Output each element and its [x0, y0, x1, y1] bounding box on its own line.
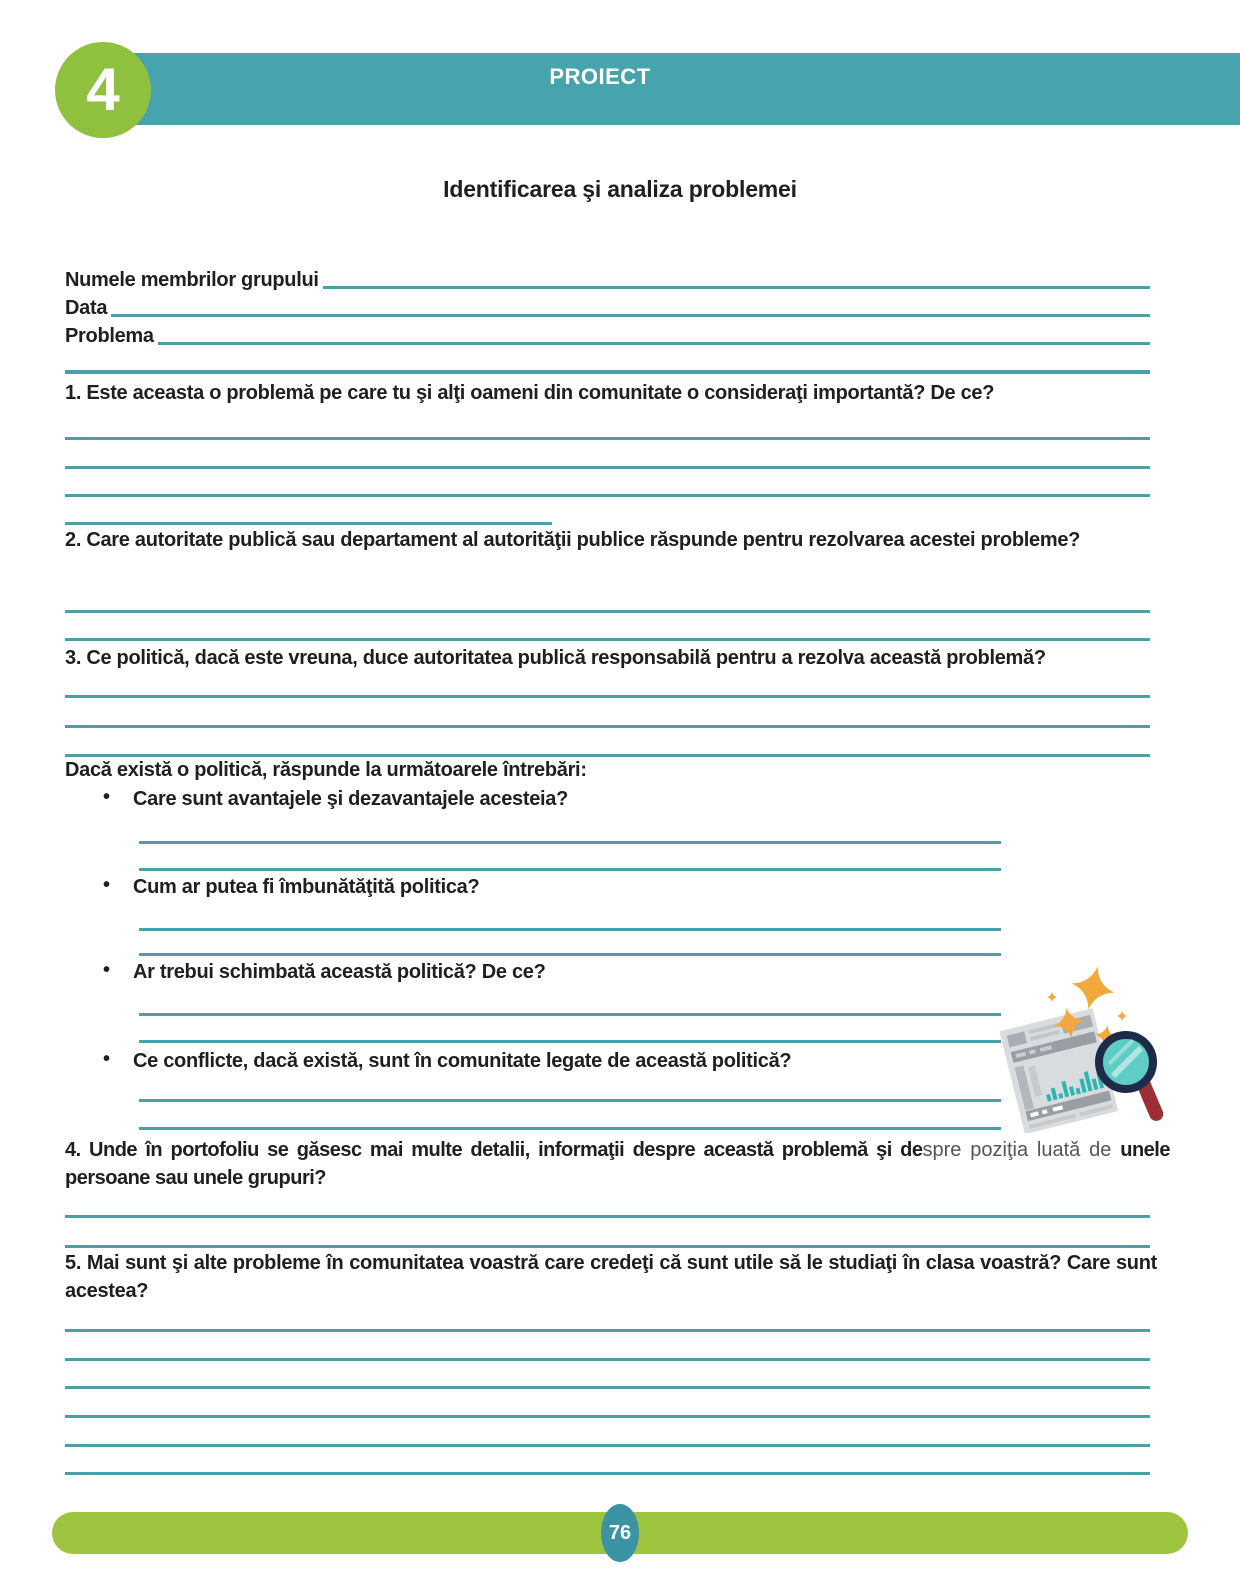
policy-intro: Dacă există o politică, răspunde la următoarele întrebări:: [65, 759, 587, 781]
field-label-problem: Problema: [65, 325, 154, 347]
policy-bullet-1: Care sunt avantajele şi dezavantajele acesteia?: [133, 788, 569, 810]
answer-line: [65, 1245, 1150, 1248]
answer-line: [139, 868, 1001, 871]
answer-line: [65, 1415, 1150, 1418]
newspaper-magnifier-illustration: [985, 948, 1165, 1133]
answer-line: [65, 522, 552, 525]
answer-line: [139, 1013, 1001, 1016]
page-title: Identificarea şi analiza problemei: [443, 176, 797, 202]
answer-line: [139, 1127, 1001, 1130]
answer-line: [65, 1386, 1150, 1389]
illustration-svg: [985, 948, 1165, 1133]
field-label-group-members: Numele membrilor grupului: [65, 269, 319, 291]
field-row-date: [65, 296, 1150, 320]
field-label-date: Data: [65, 297, 108, 319]
policy-bullet-4: Ce conflicte, dacă există, sunt în comunitate legate de această politică?: [133, 1050, 792, 1072]
question-4-rest: unele persoane sau unele grupuri?: [65, 1139, 1170, 1189]
answer-line: [139, 1099, 1001, 1102]
bullet-marker: •: [103, 959, 111, 981]
question-4-light: spre poziţia luată de: [922, 1139, 1121, 1161]
answer-line: [65, 1358, 1150, 1361]
answer-line: [65, 754, 1150, 757]
question-4-bold: 4. Unde în portofoliu se găsesc mai multe detalii, informaţii despre această problemă şi de: [65, 1139, 923, 1161]
field-blank-line: [323, 286, 1150, 289]
policy-bullet-2: Cum ar putea fi îmbunătăţită politica?: [133, 876, 480, 898]
field-row-problem: [65, 324, 1150, 348]
question-2: 2. Care autoritate publică sau departament al autorităţii publice răspunde pentru rezolvarea acestei probleme?: [65, 529, 1081, 551]
answer-line: [65, 1215, 1150, 1218]
field-blank-line: [111, 314, 1150, 317]
field-blank-line: [158, 342, 1150, 345]
question-3: 3. Ce politică, dacă este vreuna, duce autoritatea publică responsabilă pentru a rezolva această problemă?: [65, 647, 1046, 669]
answer-line: [139, 953, 1001, 956]
answer-line: [139, 841, 1001, 844]
question-1: 1. Este aceasta o problemă pe care tu şi alţi oameni din comunitate o consideraţi importantă? De ce?: [65, 382, 995, 404]
policy-bullet-3: Ar trebui schimbată această politică? De ce?: [133, 961, 546, 983]
field-row-group-members: [65, 268, 1150, 292]
answer-line: [65, 610, 1150, 613]
bullet-marker: •: [103, 786, 111, 808]
answer-line: [65, 1444, 1150, 1447]
answer-line: [65, 725, 1150, 728]
question-5: 5. Mai sunt şi alte probleme în comunitatea voastră care credeţi că sunt utile să le studiaţi în clasa voastră? Care sunt acestea?: [65, 1252, 1157, 1302]
separator-line: [65, 370, 1150, 374]
bullet-marker: •: [103, 874, 111, 896]
unit-number-badge: 4: [55, 42, 151, 138]
answer-line: [65, 1329, 1150, 1332]
question-4: [65, 1136, 1170, 1192]
answer-line: [139, 1040, 1001, 1043]
answer-line: [65, 466, 1150, 469]
answer-line: [65, 1472, 1150, 1475]
banner-label: PROIECT: [549, 64, 651, 89]
answer-line: [65, 638, 1150, 641]
page-number-badge: 76: [601, 1504, 639, 1562]
answer-line: [65, 695, 1150, 698]
answer-line: [65, 494, 1150, 497]
answer-line: [139, 928, 1001, 931]
answer-line: [65, 437, 1150, 440]
bullet-marker: •: [103, 1048, 111, 1070]
